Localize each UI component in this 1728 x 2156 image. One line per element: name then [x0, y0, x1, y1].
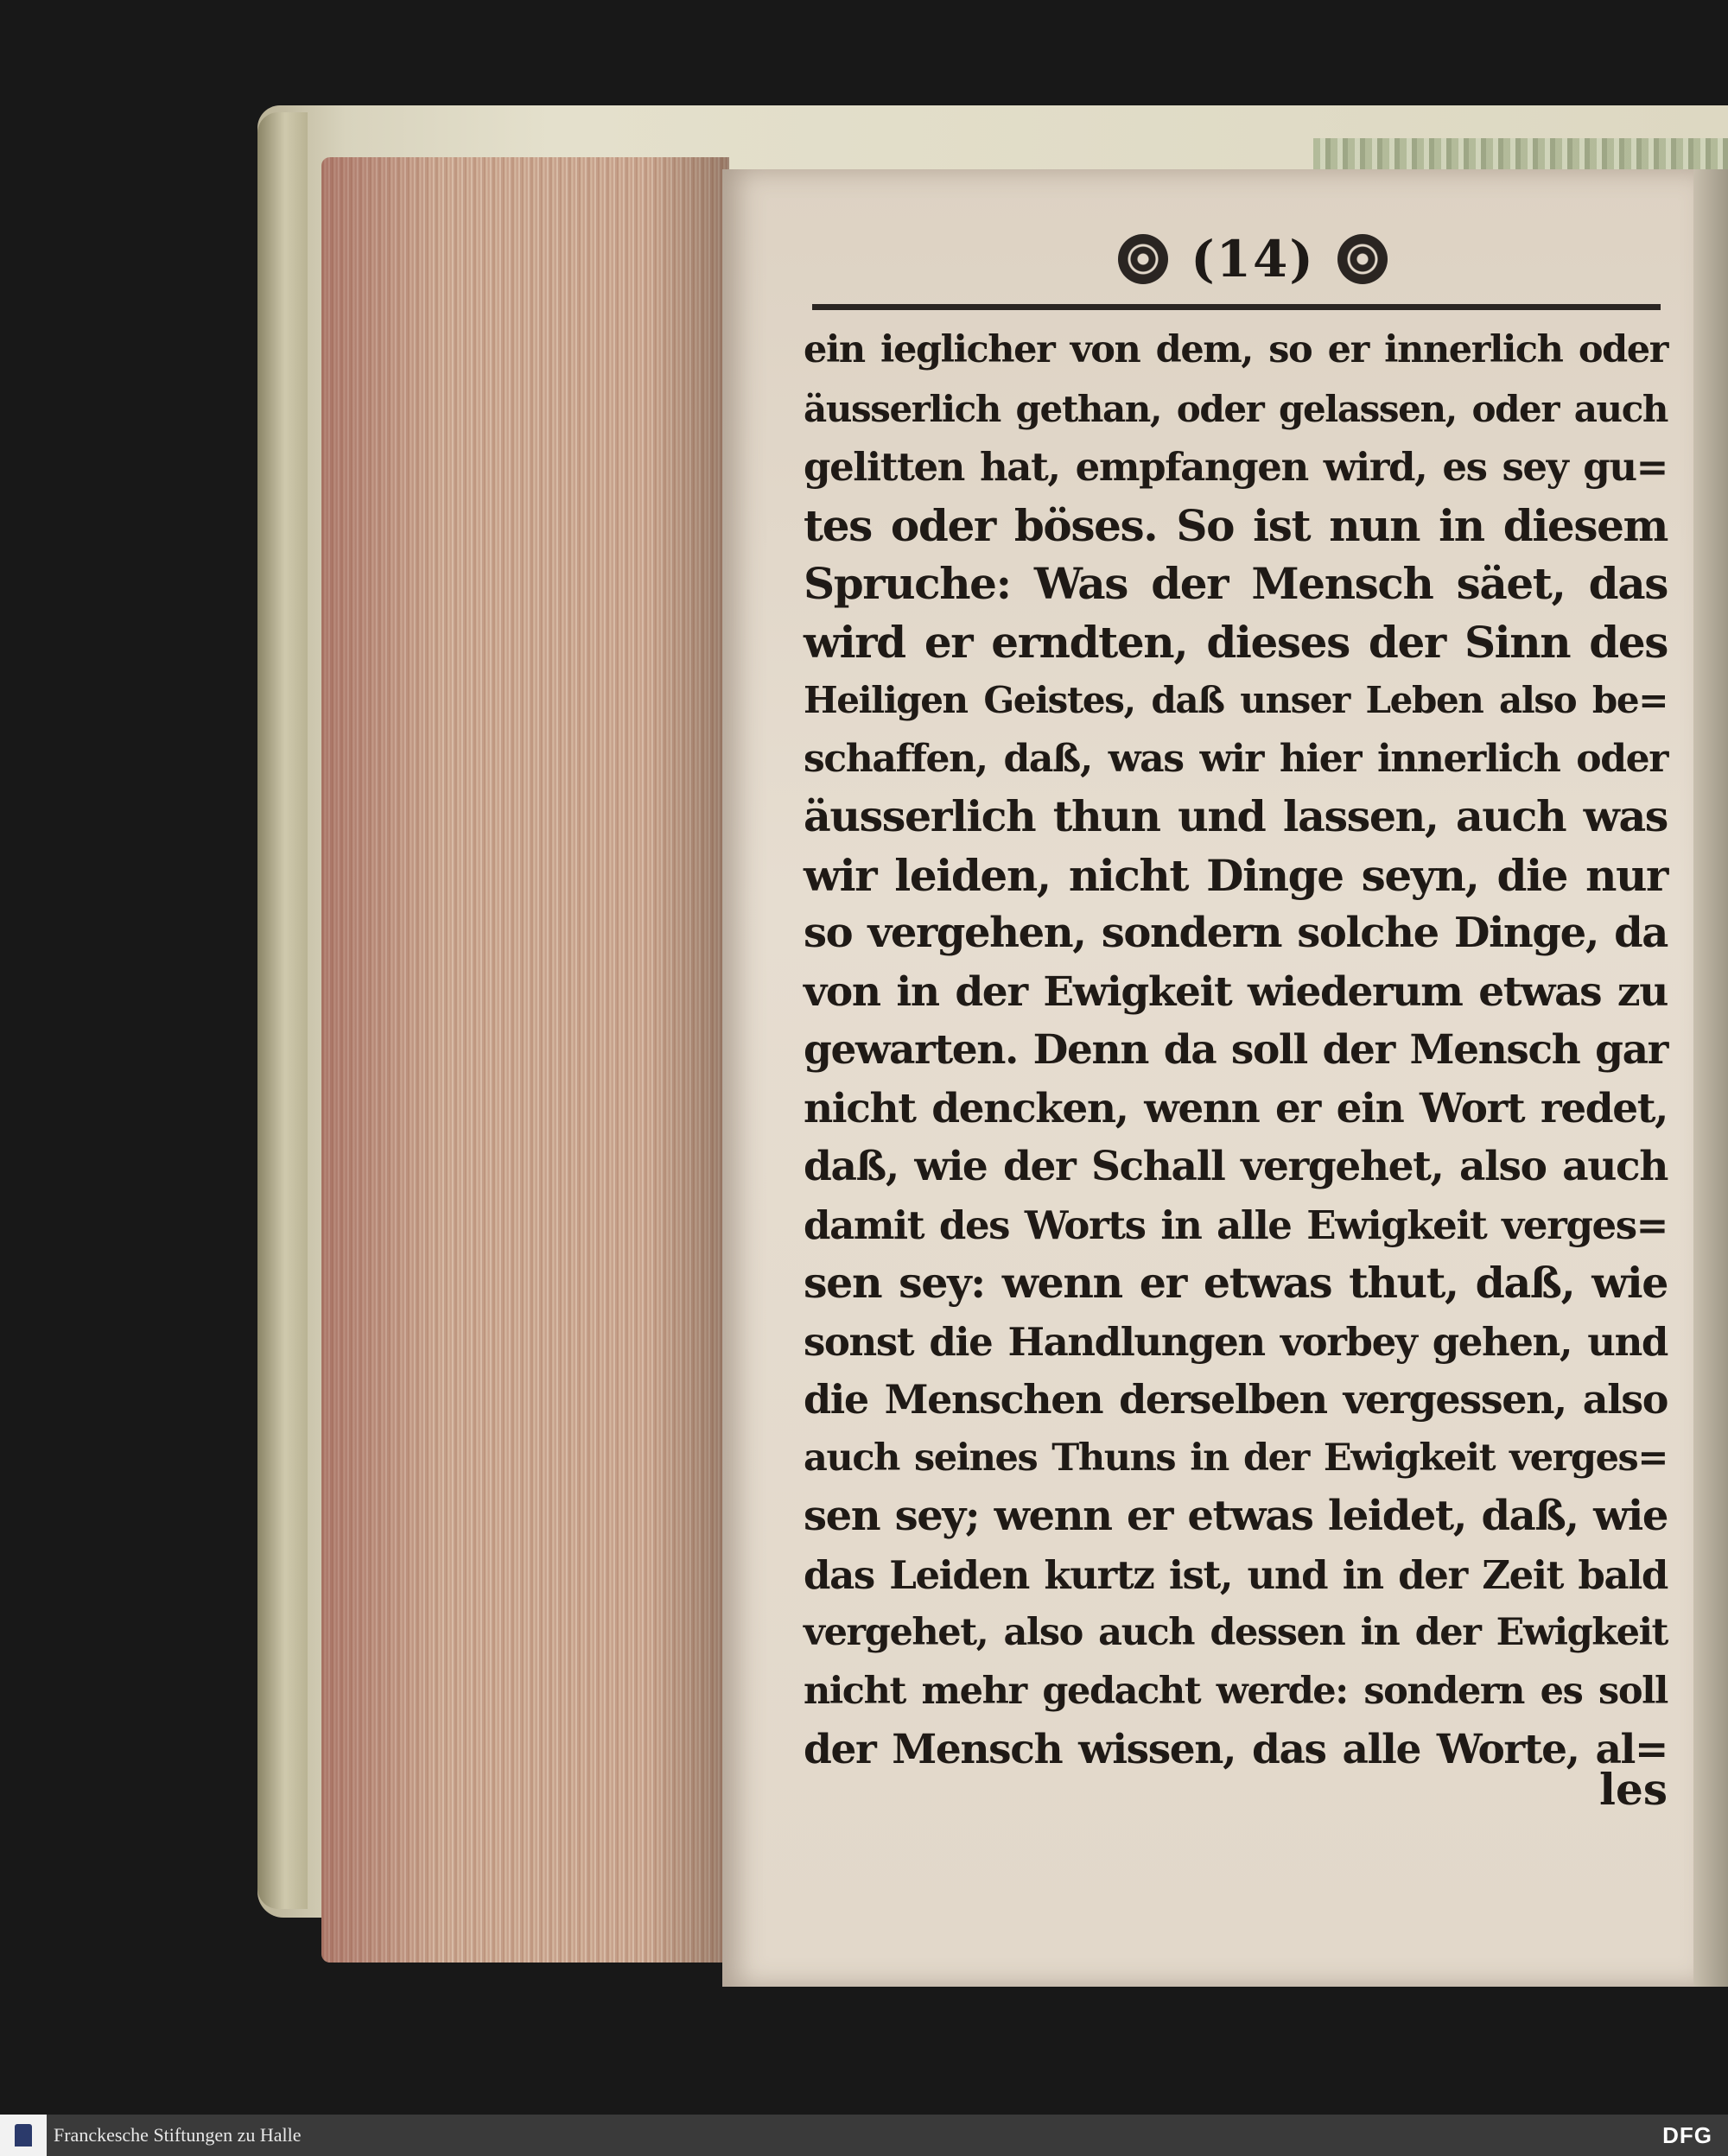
- text-line: äusserlich gethan, oder gelassen, oder auch: [804, 387, 1668, 430]
- text-line: die Menschen derselben vergessen, also: [804, 1376, 1668, 1423]
- text-line: nicht dencken, wenn er ein Wort redet,: [804, 1084, 1668, 1132]
- text-line: äusserlich thun und lassen, auch was: [804, 791, 1668, 841]
- text-line: Spruche: Was der Mensch säet, das: [804, 558, 1668, 609]
- catchword: les: [1599, 1764, 1668, 1815]
- dfg-logo[interactable]: [1662, 2115, 1712, 2156]
- text-line: nicht mehr gedacht werde: sondern es soll: [804, 1669, 1668, 1713]
- text-line: gelitten hat, empfangen wird, es sey gu=: [804, 444, 1668, 490]
- page-text: [804, 321, 1668, 1779]
- text-line: vergehet, also auch dessen in der Ewigkeit: [804, 1611, 1668, 1654]
- text-line: gewarten. Denn da soll der Mensch gar: [804, 1026, 1668, 1074]
- institution-name[interactable]: Franckesche Stiftungen zu Halle: [54, 2124, 302, 2146]
- text-line: wird er erndten, dieses der Sinn des: [804, 616, 1668, 668]
- text-line: Heiligen Geistes, daß unser Leben also be=: [804, 679, 1668, 721]
- text-line: damit des Worts in alle Ewigkeit verges=: [804, 1202, 1668, 1248]
- page-block-shade: [321, 157, 729, 1963]
- text-line: sen sey; wenn er etwas leidet, daß, wie: [804, 1492, 1668, 1540]
- rosette-ornament-icon: [1337, 234, 1388, 284]
- text-line: der Mensch wissen, das alle Worte, al=: [804, 1726, 1668, 1773]
- viewer-footer: [0, 2115, 1728, 2156]
- text-line: so vergehen, sondern solche Dinge, da: [804, 909, 1668, 957]
- text-line: wir leiden, nicht Dinge seyn, die nur: [804, 849, 1668, 901]
- page-header: [1080, 226, 1426, 292]
- text-line: tes oder böses. So ist nun in diesem: [804, 499, 1668, 551]
- text-line: sen sey: wenn er etwas thut, daß, wie: [804, 1258, 1668, 1308]
- rosette-ornament-icon: [1118, 234, 1168, 284]
- headband: [1313, 138, 1728, 169]
- dfg-label: DFG: [1662, 2121, 1712, 2148]
- library-logo-icon[interactable]: [0, 2115, 47, 2156]
- logo-mark: [15, 2124, 32, 2146]
- page-number: (14): [1191, 230, 1315, 289]
- text-line: auch seines Thuns in der Ewigkeit verges=: [804, 1436, 1668, 1480]
- text-line: daß, wie der Schall vergehet, also auch: [804, 1143, 1668, 1190]
- text-line: sonst die Handlungen vorbey gehen, und: [804, 1318, 1668, 1365]
- book-spine-edge: [257, 112, 308, 1909]
- page-gutter: [1693, 169, 1728, 1987]
- text-line: ein ieglicher von dem, so er innerlich oder: [804, 328, 1668, 371]
- text-line: von in der Ewigkeit wiederum etwas zu: [804, 967, 1668, 1016]
- text-line: schaffen, daß, was wir hier innerlich oder: [804, 736, 1668, 781]
- text-line: das Leiden kurtz ist, und in der Zeit bald: [804, 1551, 1668, 1598]
- header-rule: [812, 304, 1661, 310]
